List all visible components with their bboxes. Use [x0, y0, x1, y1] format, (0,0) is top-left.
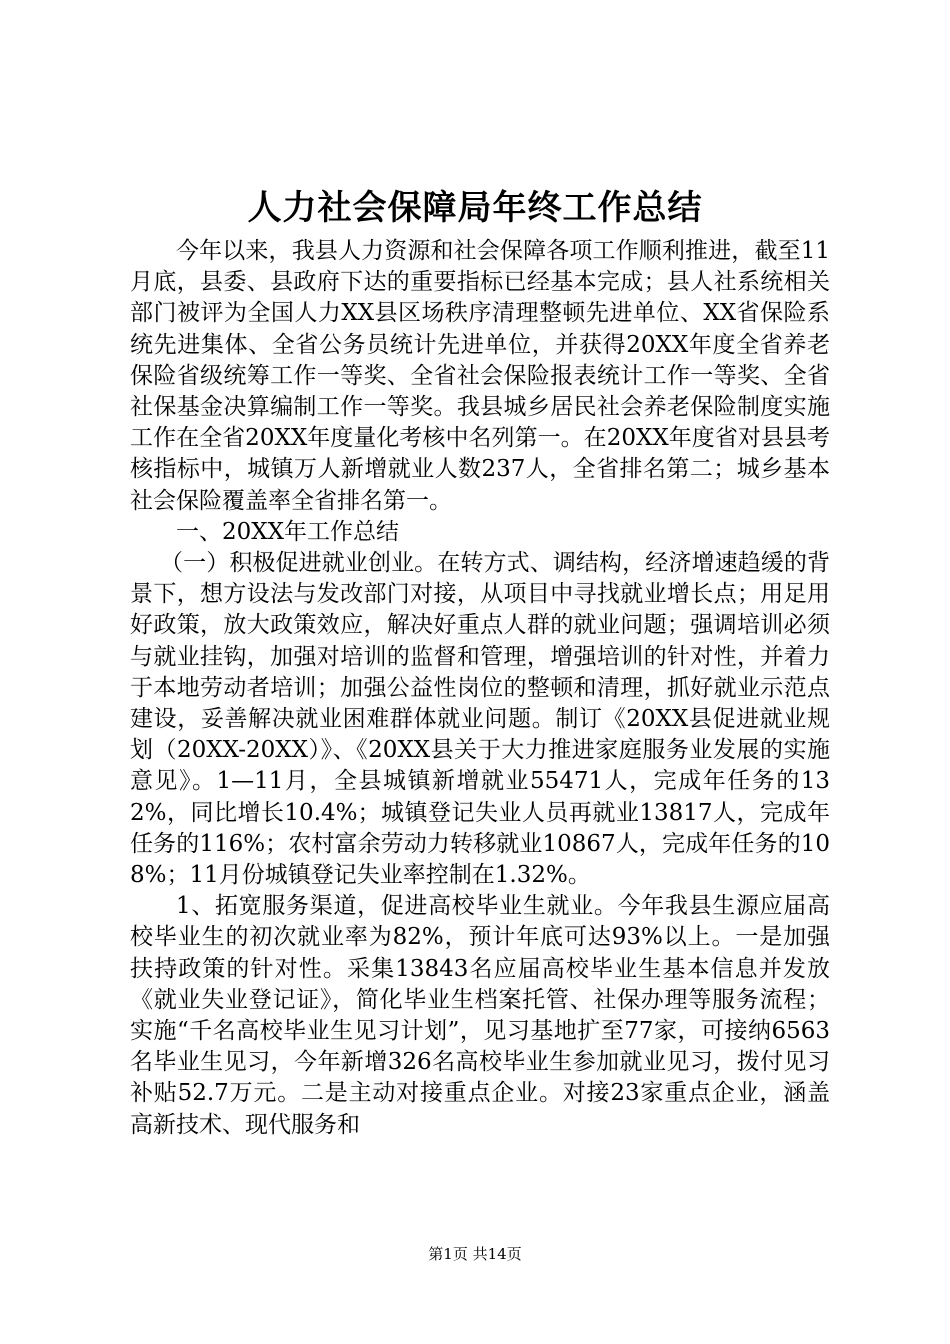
section-heading: 一、20XX年工作总结: [176, 518, 400, 545]
document-body: [130, 236, 830, 1141]
paragraph-employment: （一）积极促进就业创业。在转方式、调结构，经济增速趋缓的背景下，想方设法与发改部门对接，从项目中寻找就业增长点；用足用好政策，放大政策效应，解决好重点人群的就业问题；强调培训必须与就业挂钩，加强对培训的监督和管理，增强培训的针对性，并着力于本地劳动者培训；加强公益性岗位的整顿和清理，抓好就业示范点建设，妥善解决就业困难群体就业问题。制订《20XX县促进就业规划（20XX-20XX）》、《20XX县关于大力推进家庭服务业发展的实施意见》。1—11月，全县城镇新增就业55471人，完成年任务的132%，同比增长10.4%；城镇登记失业人员再就业13817人，完成年任务的116%；农村富余劳动力转移就业10867人，完成年任务的108%；11月份城镇登记失业率控制在1.32%。: [130, 550, 830, 889]
paragraph-graduates: 1、拓宽服务渠道，促进高校毕业生就业。今年我县生源应届高校毕业生的初次就业率为82%，预计年底可达93%以上。一是加强扶持政策的针对性。采集13843名应届高校毕业生基本信息并发放《就业失业登记证》，简化毕业生档案托管、社保办理等服务流程；实施“千名高校毕业生见习计划”，见习基地扩至77家，可接纳6563名毕业生见习，今年新增326名高校毕业生参加就业见习，拨付见习补贴52.7万元。二是主动对接重点企业。对接23家重点企业，涵盖高新技术、现代服务和: [130, 893, 830, 1138]
paragraph-intro: 今年以来，我县人力资源和社会保障各项工作顺利推进，截至11月底，县委、县政府下达的重要指标已经基本完成；县人社系统相关部门被评为全国人力XX县区场秩序清理整顿先进单位、XX省保险系统先进集体、全省公务员统计先进单位，并获得20XX年度全省养老保险省级统筹工作一等奖、全省社会保险报表统计工作一等奖、全省社保基金决算编制工作一等奖。我县城乡居民社会养老保险制度实施工作在全省20XX年度量化考核中名列第一。在20XX年度省对县县考核指标中，城镇万人新增就业人数237人，全省排名第二；城乡基本社会保险覆盖率全省排名第一。: [130, 238, 830, 514]
page-number-footer: 第1页 共14页: [428, 1245, 522, 1263]
document-title: 人力社会保障局年终工作总结: [247, 188, 703, 228]
